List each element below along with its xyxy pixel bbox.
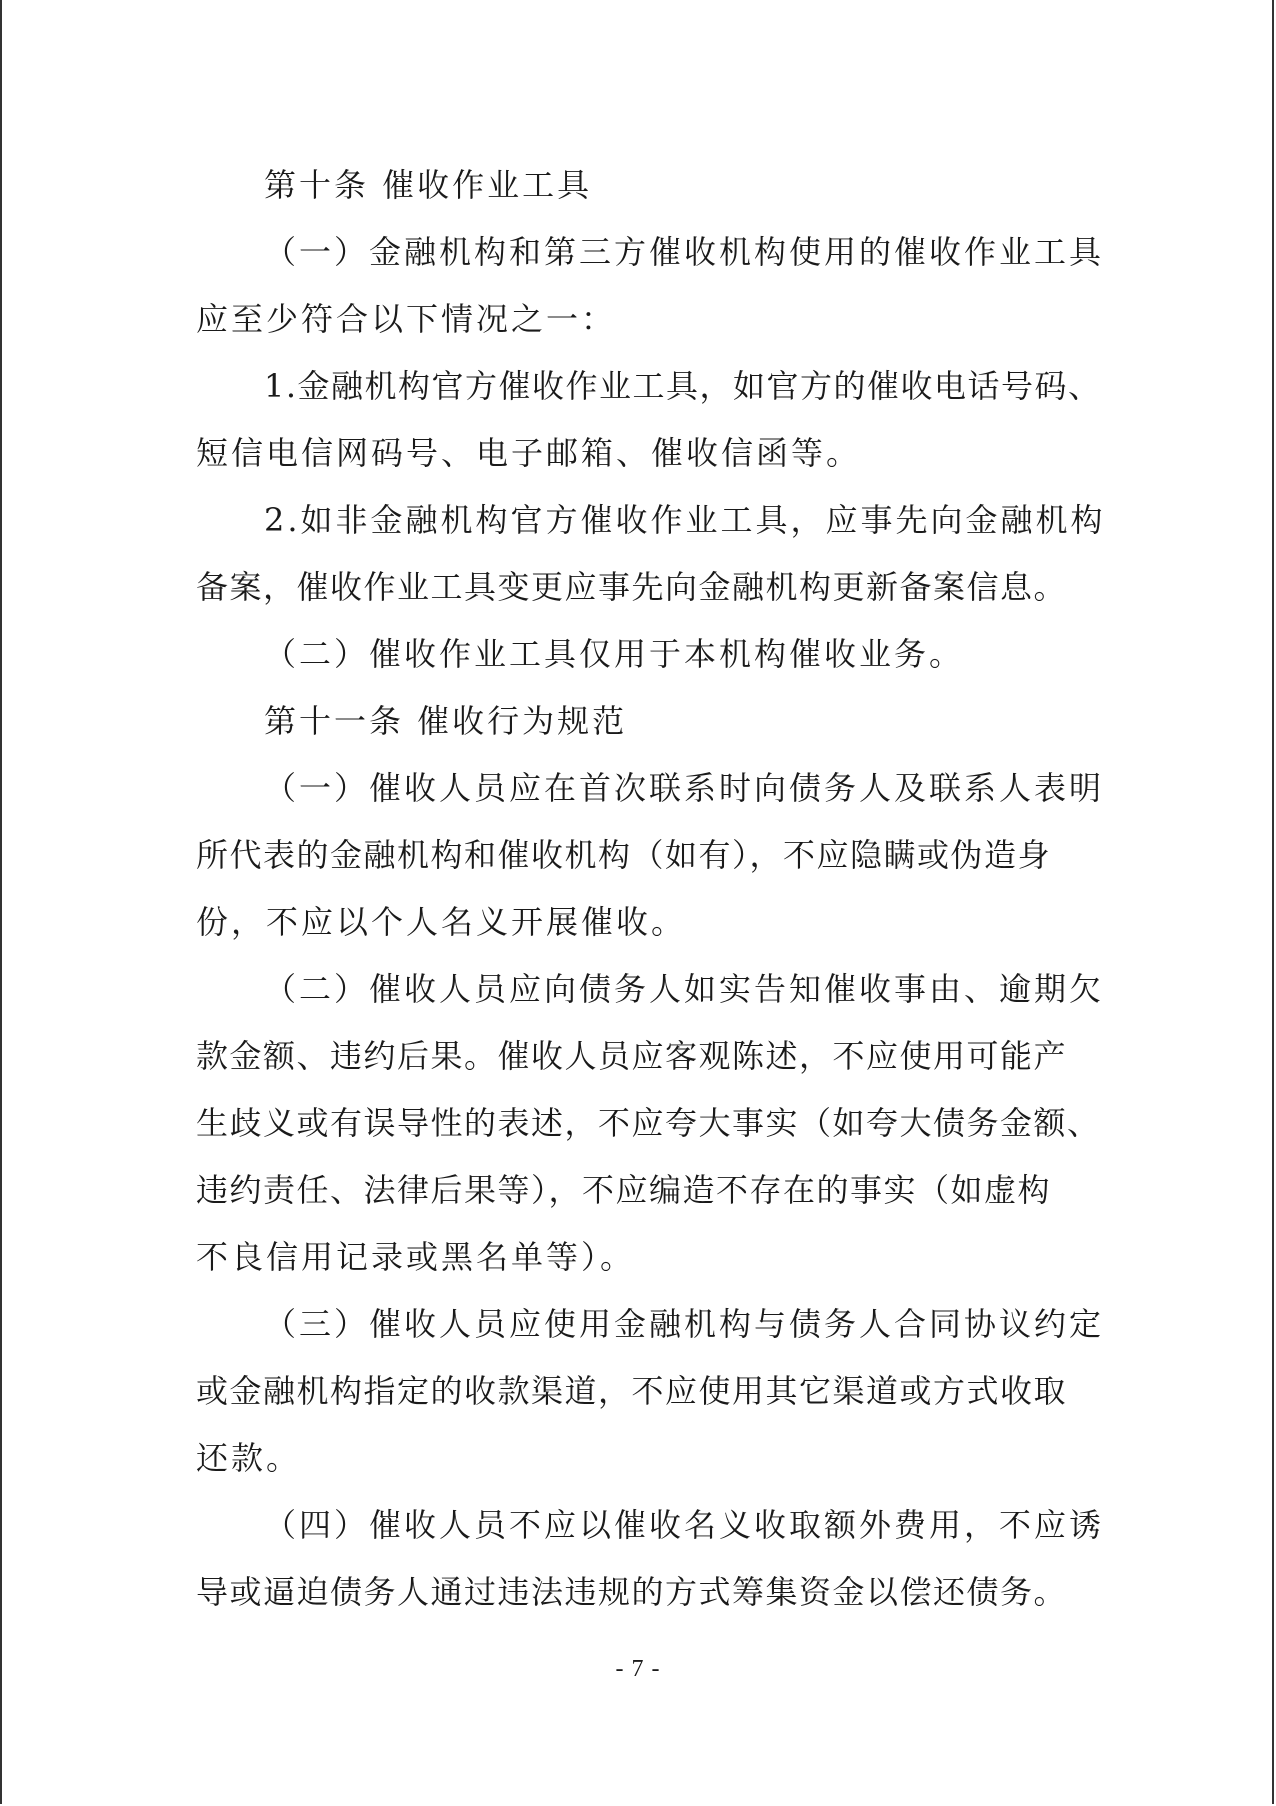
paragraph-line: 违约责任、法律后果等），不应编造不存在的事实（如虚构 — [196, 1171, 1052, 1209]
paragraph-line: 导或逼迫债务人通过违法违规的方式筹集资金以偿还债务。 — [196, 1573, 1068, 1611]
paragraph-line: 1.金融机构官方催收作业工具，如官方的催收电话号码、 — [264, 367, 1102, 405]
article-11-heading: 第十一条 催收行为规范 — [264, 702, 628, 740]
paragraph-line: （一）催收人员应在首次联系时向债务人及联系人表明 — [264, 769, 1105, 807]
paragraph-line: 款金额、违约后果。催收人员应客观陈述，不应使用可能产 — [196, 1037, 1068, 1075]
paragraph-line: 应至少符合以下情况之一： — [196, 300, 617, 338]
document-body — [196, 152, 1106, 1626]
paragraph-line: 或金融机构指定的收款渠道，不应使用其它渠道或方式收取 — [196, 1372, 1068, 1410]
paragraph-line: 短信电信网码号、电子邮箱、催收信函等。 — [196, 434, 862, 472]
paragraph-line: 还款。 — [196, 1439, 302, 1477]
paragraph-line: 不良信用记录或黑名单等）。 — [196, 1238, 636, 1276]
paragraph-line: （四）催收人员不应以催收名义收取额外费用，不应诱 — [264, 1506, 1105, 1544]
paragraph-line: 所代表的金融机构和催收机构（如有），不应隐瞒或伪造身 — [196, 836, 1052, 874]
paragraph-line: （三）催收人员应使用金融机构与债务人合同协议约定 — [264, 1305, 1105, 1343]
paragraph-line: 生歧义或有误导性的表述，不应夸大事实（如夸大债务金额、 — [196, 1104, 1101, 1142]
page-number: - 7 - — [615, 1656, 661, 1682]
paragraph-line: （二）催收作业工具仅用于本机构催收业务。 — [264, 635, 965, 673]
paragraph-line: （二）催收人员应向债务人如实告知催收事由、逾期欠 — [264, 970, 1105, 1008]
paragraph-line: 份，不应以个人名义开展催收。 — [196, 903, 687, 941]
article-10-heading: 第十条 催收作业工具 — [264, 166, 593, 204]
paragraph-line: （一）金融机构和第三方催收机构使用的催收作业工具 — [264, 233, 1105, 271]
paragraph-line: 备案，催收作业工具变更应事先向金融机构更新备案信息。 — [196, 568, 1068, 606]
paragraph-line: 2.如非金融机构官方催收作业工具，应事先向金融机构 — [264, 501, 1106, 539]
